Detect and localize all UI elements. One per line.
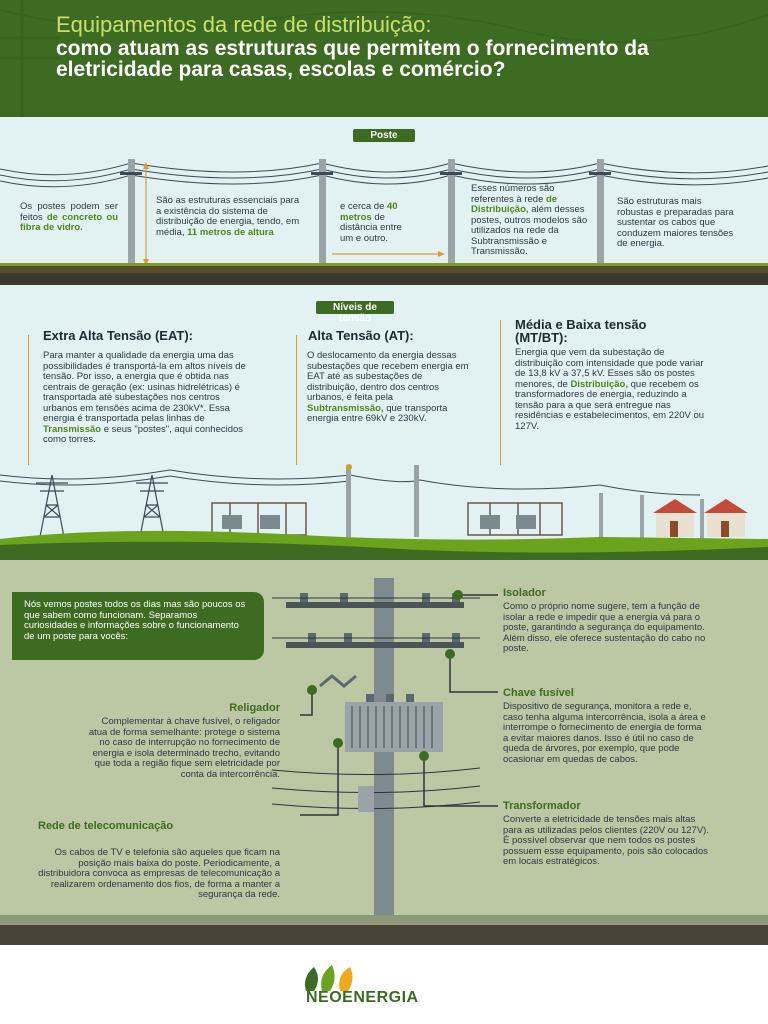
- chave-title: Chave fusível: [503, 687, 574, 699]
- footer: [0, 945, 768, 1024]
- transformador-title: Transformador: [503, 800, 581, 812]
- page-title: Equipamentos da rede de distribuição:: [56, 12, 432, 37]
- header-banner: [0, 0, 768, 117]
- rede-desc: Os cabos de TV e telefonia são aqueles que ficam na posição mais baixa do poste. Periodicamente, a distribuidora convoca as empresas de telecomunicação a realizarem ordenamento dos fios, de forma a manter a segurança da rede.: [38, 847, 280, 900]
- poste-section: [0, 117, 768, 285]
- mt-divider: [500, 320, 501, 465]
- mt-title: Média e Baixa tensão (MT/BT):: [515, 317, 647, 345]
- at-title: Alta Tensão (AT):: [308, 328, 414, 343]
- religador-desc: Complementar à chave fusível, o religador atua de forma semelhante: protege o sistema no caso de interrupção no fornecimento de energia e isola determinado trecho, evitando que toda a região fique sem eletricidade por conta da intercorrência.: [88, 716, 280, 780]
- transformer-icon: [345, 694, 443, 752]
- meter-box-icon: [358, 786, 374, 812]
- brand-name: NEOENERGIA: [306, 989, 419, 1006]
- poste-text-1: Os postes podem ser feitos de concreto ou fibra de vidro.: [20, 201, 118, 233]
- isolador-desc: Como o próprio nome sugere, tem a função de isolar a rede e impedir que a energia vá para o poste, garantindo a segurança do equipamento. Além disso, ele oferece sustentação do cabo no poste.: [503, 601, 706, 654]
- curiosidades-section: [0, 560, 768, 925]
- poste-tag: Poste: [353, 129, 415, 142]
- at-text: O deslocamento da energia dessas subestações que recebem energia em EAT até as subestações de distribuição, dentro dos centros urbanos, é feita pela Subtransmissão, que transporta energia entre 69kV e 230kV.: [307, 350, 469, 424]
- ground-band: [0, 925, 768, 945]
- eat-text: Para manter a qualidade da energia uma das possibilidades é transportá-la em altos níveis de tensão. Por isso, a energia que é obtida nas centrais de geração (ex: usinas hidrelétricas) é transportada até subestações nos centros urbanos em tensões acima de 230kV*. Essa energia é transportada pelas linhas de Transmissão e seus "postes", aqui conhecidos como torres.: [43, 350, 246, 445]
- niveis-tag: Níveis de tensão: [316, 301, 394, 314]
- transformador-desc: Converte a eletricidade de tensões mais altas para as utilizadas pelos clientes (220V ou 127V). É possível observar que nem todos os postes possuem esse equipamento, pois são colocados em locais estratégicos.: [503, 814, 709, 867]
- intro-text: Nós vemos postes todos os dias mas são poucos os que sabem como funcionam. Separamos curiosidades e informações sobre o funcionamento de um poste para vocês:: [24, 599, 246, 642]
- page-subtitle: como atuam as estruturas que permitem o fornecimento da eletricidade para casas, escolas e comércio?: [56, 37, 649, 81]
- poste-text-4: Esses números são referentes à rede de Distribuição, além desses postes, outros modelos são utilizados na rede da Subtransmissão e Transmissão.: [471, 183, 588, 257]
- rede-title: Rede de telecomunicação: [38, 820, 174, 832]
- poste-text-2: São as estruturas essenciais para a existência do sistema de distribuição de energia, tendo, em média, 11 metros de altura: [156, 195, 300, 238]
- mt-text: Energia que vem da subestação de distribuição com intensidade que pode variar de 13,8 kV a 37,5 kV. Esses são os postes menores, de Distribuição, que recebem os transformadores de energia, reduzindo a tensão para a que será entregue nas residências e estabelecimentos, em 220V ou 127V.: [515, 347, 705, 432]
- chave-desc: Dispositivo de segurança, monitora a rede e, caso tenha alguma intercorrência, isola a área e interrompe o fornecimento de energia de forma a evitar maiores danos. Isso é útil no caso de queda de árvores, por exemplo, que pode ocasionar em quedas de cabos.: [503, 701, 706, 765]
- at-divider: [296, 335, 297, 465]
- religador-icon: [320, 676, 356, 686]
- grid-illustration: [0, 455, 768, 560]
- religador-title: Religador: [229, 702, 280, 714]
- poste-text-3: e cerca de 40 metros de distância entre um e outro.: [340, 201, 402, 244]
- eat-title: Extra Alta Tensão (EAT):: [43, 328, 194, 343]
- isolador-title: Isolador: [503, 587, 546, 599]
- poste-text-5: São estruturas mais robustas e preparadas para sustentar os cabos que conduzem maiores tensões de energia.: [617, 196, 734, 249]
- niveis-section: [0, 285, 768, 560]
- eat-divider: [28, 335, 29, 465]
